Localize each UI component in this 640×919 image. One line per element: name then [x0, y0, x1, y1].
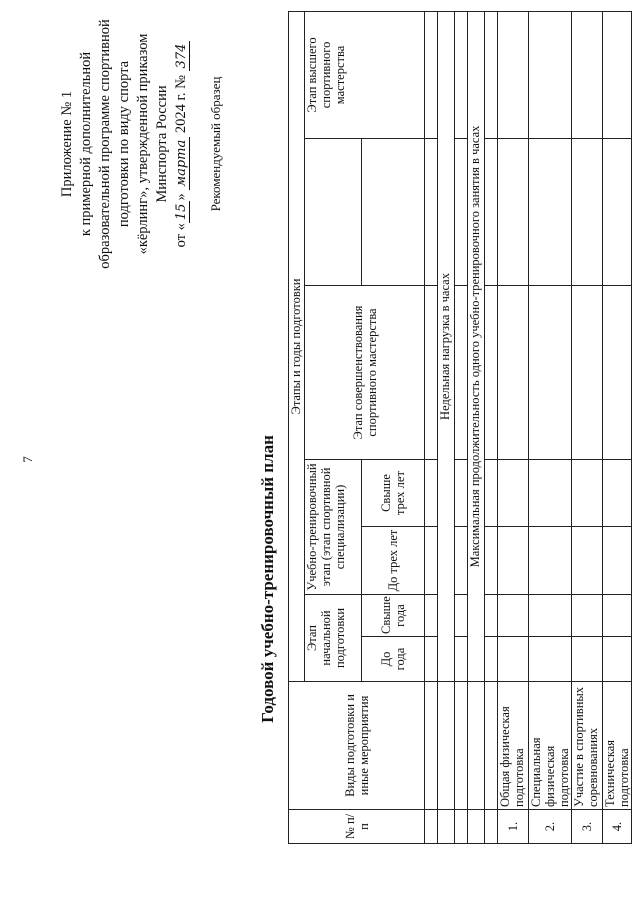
- header-stage-higher: Этап высшего спортивного мастерства: [305, 11, 425, 138]
- order-prefix: от «: [173, 223, 189, 248]
- cell: [572, 595, 603, 637]
- header-over-year: Свыше года: [362, 595, 425, 637]
- cell: [425, 11, 438, 138]
- cell: [529, 527, 572, 595]
- cell: [572, 139, 603, 286]
- cell: [529, 595, 572, 637]
- cell: [425, 286, 438, 460]
- cell: [468, 810, 485, 844]
- table-row: [572, 11, 603, 843]
- header-over-3: Свыше трех лет: [362, 460, 425, 527]
- cell: [425, 460, 438, 527]
- order-month-handwritten: марта: [175, 137, 190, 190]
- cell: [485, 286, 498, 460]
- appendix-block: [58, 9, 191, 279]
- cell: [455, 810, 468, 844]
- row-name: Техническая подготовка: [603, 682, 632, 810]
- appendix-line: «кёрлинг», утвержденной приказом: [135, 33, 151, 255]
- row-number: 4.: [603, 810, 632, 844]
- order-day-handwritten: 15: [175, 201, 190, 224]
- appendix-line: к примерной дополнительной: [78, 51, 94, 237]
- cell: [529, 637, 572, 682]
- cell: [455, 527, 468, 595]
- cell: [455, 460, 468, 527]
- cell: [485, 682, 498, 810]
- cell: [572, 11, 603, 138]
- document-title: Годовой учебно-тренировочный план: [258, 435, 277, 723]
- cell: [455, 682, 468, 810]
- cell: [425, 637, 438, 682]
- cell: [438, 682, 455, 810]
- page-number: 7: [20, 456, 35, 463]
- cell: [603, 595, 632, 637]
- row-number: 1.: [498, 810, 529, 844]
- cell: [603, 139, 632, 286]
- table-row: [529, 11, 572, 843]
- cell: [425, 139, 438, 286]
- cell: [603, 637, 632, 682]
- header-empty: [362, 139, 425, 286]
- cell: [485, 637, 498, 682]
- cell: [603, 527, 632, 595]
- cell: [572, 527, 603, 595]
- header-stage-initial: Этап начальной подготовки: [305, 595, 362, 682]
- header-stages: Этапы и годы подготовки: [289, 11, 305, 681]
- row-name: Специальная физическая подготовка: [529, 682, 572, 810]
- cell: [485, 595, 498, 637]
- appendix-line: подготовки по виду спорта: [116, 60, 132, 228]
- sample-label: Рекомендуемый образец: [208, 76, 223, 212]
- cell: [455, 595, 468, 637]
- cell: [572, 460, 603, 527]
- row-number: 2.: [529, 810, 572, 844]
- cell: [455, 139, 468, 286]
- cell: [529, 139, 572, 286]
- header-empty: [305, 139, 362, 286]
- cell: [498, 139, 529, 286]
- cell: [455, 637, 468, 682]
- cell: [498, 595, 529, 637]
- header-stage-improvement: Этап совершенствования спортивного мастерства: [305, 286, 425, 460]
- max-duration-band: Максимальная продолжительность одного учебно-тренировочного занятия в часах: [468, 11, 485, 681]
- row-number: 3.: [572, 810, 603, 844]
- cell: [485, 139, 498, 286]
- header-up-to-3: До трех лет: [362, 527, 425, 595]
- cell: [485, 460, 498, 527]
- header-stage-training: Учебно-тренировочный этап (этап спортивной специализации): [305, 460, 362, 595]
- appendix-line: Минспорта России: [154, 85, 170, 203]
- header-num: № п/п: [289, 810, 425, 844]
- header-types: Виды подготовки и иные мероприятия: [289, 682, 425, 810]
- weekly-load-band: Недельная нагрузка в часах: [438, 11, 455, 681]
- cell: [425, 810, 438, 844]
- order-number-handwritten: 374: [175, 41, 190, 72]
- cell: [485, 11, 498, 138]
- training-plan-table: [288, 11, 632, 844]
- cell: [498, 527, 529, 595]
- cell: [425, 527, 438, 595]
- cell: [603, 460, 632, 527]
- cell: [529, 286, 572, 460]
- table-row: [498, 11, 529, 843]
- cell: [572, 286, 603, 460]
- cell: [498, 460, 529, 527]
- cell: [425, 595, 438, 637]
- cell: [498, 286, 529, 460]
- cell: [455, 11, 468, 138]
- header-up-to-year: До года: [362, 637, 425, 682]
- order-quote: »: [173, 193, 189, 201]
- cell: [468, 682, 485, 810]
- table-row: [603, 11, 632, 843]
- cell: [498, 11, 529, 138]
- appendix-line: Приложение № 1: [59, 90, 75, 198]
- cell: [529, 460, 572, 527]
- row-name: Общая физическая подготовка: [498, 682, 529, 810]
- cell: [485, 527, 498, 595]
- cell: [438, 810, 455, 844]
- cell: [603, 11, 632, 138]
- cell: [603, 286, 632, 460]
- cell: [455, 286, 468, 460]
- appendix-line: образовательной программе спортивной: [97, 19, 113, 269]
- cell: [425, 682, 438, 810]
- cell: [529, 11, 572, 138]
- order-line: [172, 9, 191, 279]
- cell: [572, 637, 603, 682]
- cell: [498, 637, 529, 682]
- row-name: Участие в спортивных соревнованиях: [572, 682, 603, 810]
- cell: [485, 810, 498, 844]
- order-year: 2024 г. №: [173, 75, 189, 134]
